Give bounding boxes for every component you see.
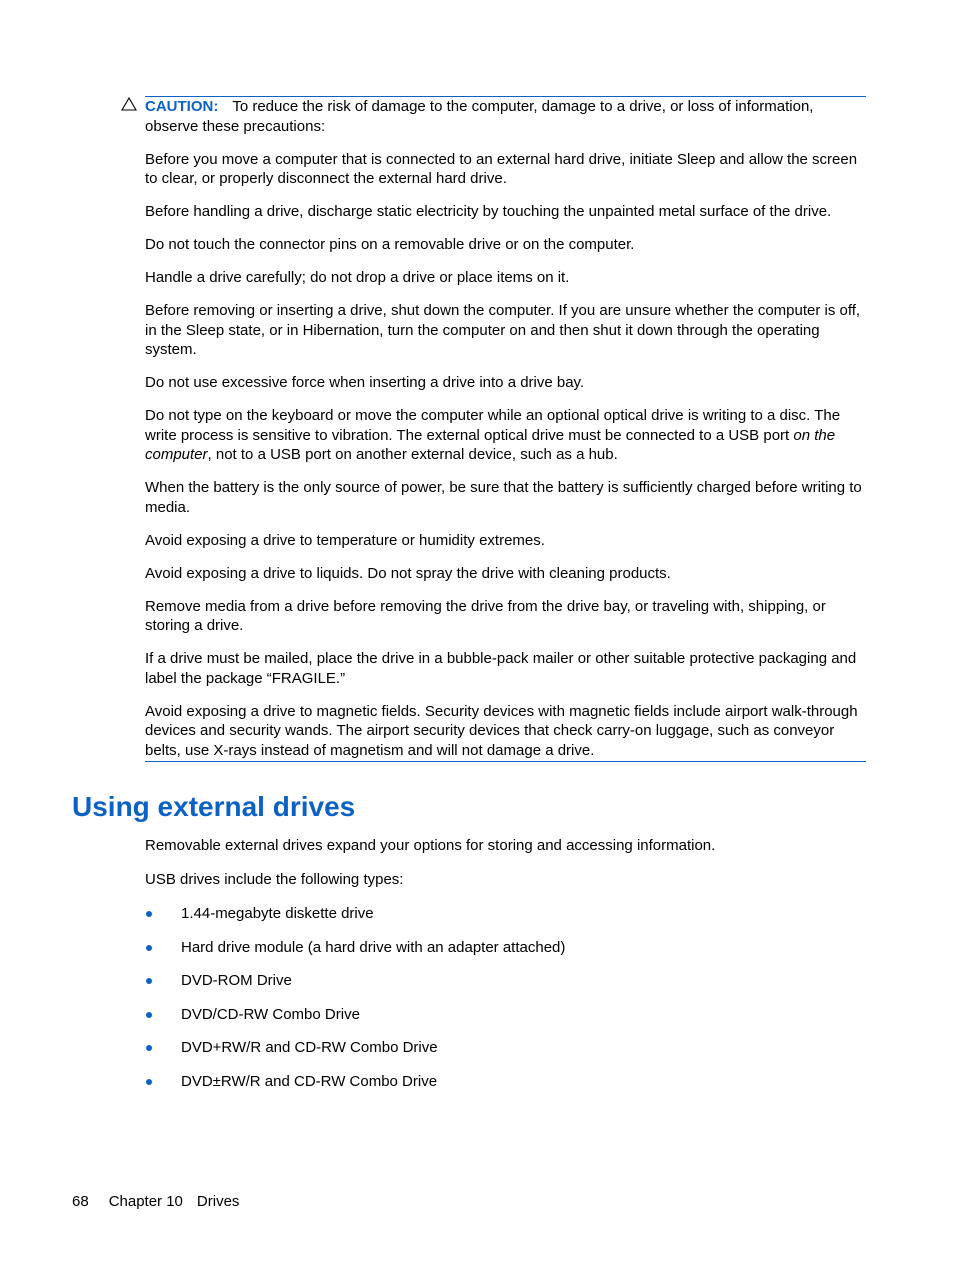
caution-item: Before removing or inserting a drive, shut down the computer. If you are unsure whether the computer is off, in the Sleep state, or in Hibernation, turn the computer on and then shut it down through the operating system. xyxy=(145,302,861,358)
caution-item: Do not touch the connector pins on a removable drive or on the computer. xyxy=(145,236,635,253)
optical-text-2: , not to a USB port on another external device, such as a hub. xyxy=(207,446,618,463)
page-footer xyxy=(72,1192,239,1212)
types-intro: USB drives include the following types: xyxy=(145,871,404,888)
list-item-text: DVD/CD-RW Combo Drive xyxy=(181,1005,360,1023)
bullet-icon xyxy=(146,1012,152,1018)
caution-item: Avoid exposing a drive to magnetic fields. Security devices with magnetic fields include airport walk-through devices and security wands. The airport security devices that check carry-on luggage, such as conveyor belts, use X-rays instead of magnetism and will not damage a drive. xyxy=(145,702,858,759)
caution-label: CAUTION: xyxy=(145,98,219,115)
chapter-title: Drives xyxy=(196,1193,240,1210)
caution-item: Before handling a drive, discharge static electricity by touching the unpainted metal surface of the drive. xyxy=(145,203,832,220)
list-item xyxy=(145,1038,565,1072)
drive-types-list xyxy=(145,904,565,1106)
bullet-icon xyxy=(146,911,152,917)
section-intro: Removable external drives expand your options for storing and accessing information. xyxy=(145,837,716,854)
section-heading: Using external drives xyxy=(72,791,356,822)
caution-notice xyxy=(145,96,866,762)
caution-intro xyxy=(145,97,866,136)
list-item-text: 1.44-megabyte diskette drive xyxy=(181,905,374,922)
caution-triangle-icon xyxy=(121,97,137,111)
bullet-icon xyxy=(146,1079,152,1085)
bullet-icon xyxy=(146,1045,152,1051)
caution-intro-text: To reduce the risk of damage to the computer, damage to a drive, or loss of information, observe these precautions: xyxy=(145,98,814,135)
list-item-text: DVD+RW/R and CD-RW Combo Drive xyxy=(181,1039,438,1057)
chapter-label: Chapter 10 xyxy=(108,1193,183,1210)
list-item-text: Hard drive module (a hard drive with an adapter attached) xyxy=(181,938,566,956)
caution-item: Before you move a computer that is connected to an external hard drive, initiate Sleep and allow the screen to clear, or properly disconnect the external hard drive. xyxy=(145,150,858,187)
list-item xyxy=(145,938,565,972)
list-item-text: DVD-ROM Drive xyxy=(181,972,292,990)
caution-item: Avoid exposing a drive to temperature or humidity extremes. xyxy=(145,531,545,549)
bullet-icon xyxy=(146,945,152,951)
optical-text-1: Do not type on the keyboard or move the computer while an optional optical drive is writing to a disc. The write process is sensitive to vibration. The external optical drive must be connected to a USB port xyxy=(145,407,841,444)
caution-item-optical xyxy=(145,406,866,465)
list-item-text: DVD±RW/R and CD-RW Combo Drive xyxy=(181,1072,438,1090)
page-number: 68 xyxy=(72,1193,89,1210)
caution-item: Remove media from a drive before removing the drive from the drive bay, or traveling with, shipping, or storing a drive. xyxy=(145,597,826,634)
list-item xyxy=(145,1005,565,1039)
caution-item: Handle a drive carefully; do not drop a drive or place items on it. xyxy=(145,269,570,286)
caution-item: Do not use excessive force when inserting a drive into a drive bay. xyxy=(145,374,585,391)
list-item xyxy=(145,971,565,1005)
list-item xyxy=(145,1072,565,1106)
caution-item: If a drive must be mailed, place the drive in a bubble-pack mailer or other suitable protective packaging and label the package “FRAGILE.” xyxy=(145,650,857,687)
caution-item: When the battery is the only source of power, be sure that the battery is sufficiently charged before writing to media. xyxy=(145,479,862,516)
list-item xyxy=(145,904,565,938)
optical-emphasis: on the computer xyxy=(145,426,836,463)
bullet-icon xyxy=(146,978,152,984)
caution-item: Avoid exposing a drive to liquids. Do not spray the drive with cleaning products. xyxy=(145,564,671,582)
